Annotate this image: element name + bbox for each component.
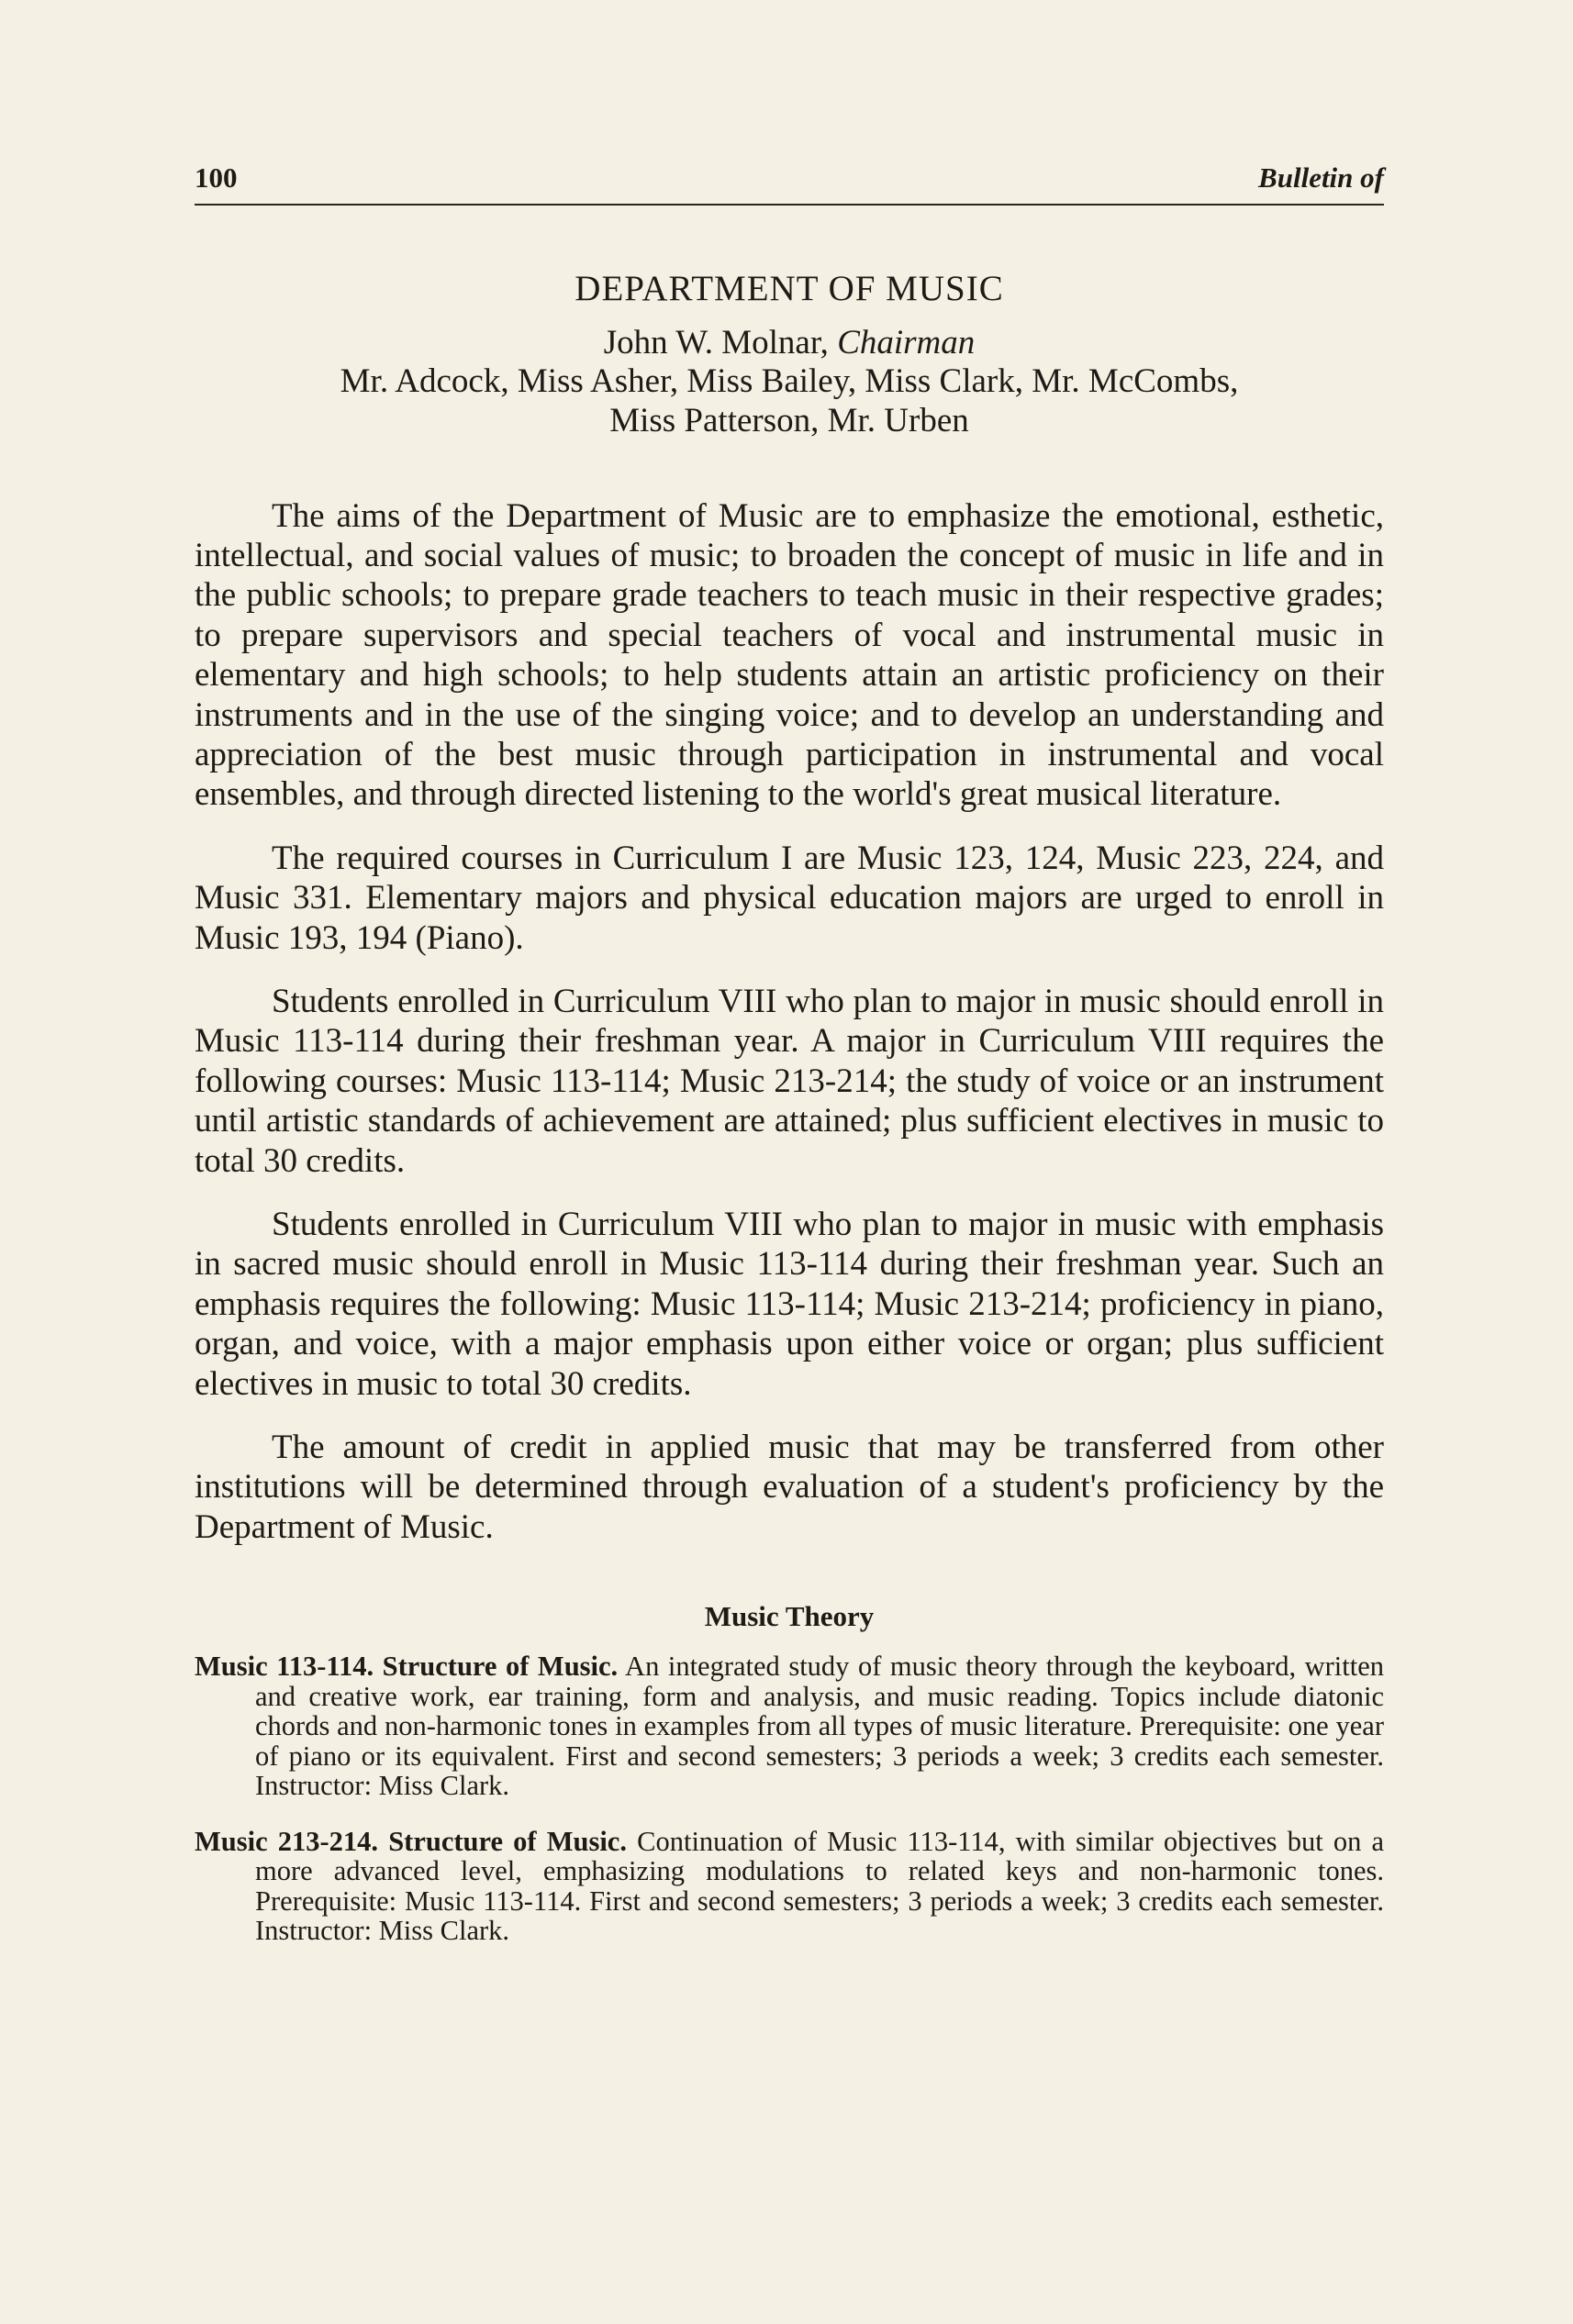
chairman-name: John W. Molnar,	[603, 323, 829, 361]
chairman-line	[195, 324, 1384, 363]
page-number: 100	[195, 161, 238, 194]
sacred-music-paragraph: Students enrolled in Curriculum VIII who plan to major in music with emphasis in sacred music should enroll in Music 113-114 during their freshman year. Such an emphasis requires the following: Music 113-114; Music 213-214; proficiency in piano, organ, and voice, with a major emphasis upon either voice or organ; plus sufficient electives in music to total 30 credits.	[195, 1206, 1384, 1403]
course-entry	[195, 1651, 1384, 1801]
bulletin-page	[195, 156, 1384, 2266]
course-description: Continuation of Music 113-114, with similar objectives but on a more advanced level, emphasizing modulations to related keys and non-harmonic tones. Prerequisite: Music 113-114. First and second semesters; 3 periods a week; 3 credits each semester. Instructor: Miss Clark.	[255, 1825, 1385, 1947]
music-theory-heading: Music Theory	[704, 1600, 875, 1633]
course-number: Music 113-114.	[195, 1651, 374, 1683]
curriculum-viii-paragraph: Students enrolled in Curriculum VIII who plan to major in music should enroll in Music 113-114 during their freshman year. A major in Curriculum VIII requires the following courses: Music 113-114; Music 213-214; the study of voice or an instrument until artistic standards of achievement are attained; plus sufficient electives in music to total 30 credits.	[195, 983, 1384, 1180]
faculty-line: Miss Patterson, Mr. Urben	[609, 401, 969, 439]
course-number: Music 213-214.	[195, 1825, 379, 1857]
course-title: Structure of Music.	[388, 1825, 627, 1857]
course-title: Structure of Music.	[382, 1651, 619, 1683]
course-entry	[195, 1827, 1384, 1946]
aims-paragraph: The aims of the Department of Music are to emphasize the emotional, esthetic, intellectual, and social values of music; to broaden the concept of music in life and in the public schools; to prepare grade teachers to teach music in their respective grades; to prepare supervisors and special teachers of vocal and instrumental music in elementary and high schools; to help students attain an artistic proficiency on their instruments and in the use of the singing voice; and to develop an understanding and appreciation of the best music through participation in instrumental and vocal ensembles, and through directed listening to the world's great musical literature.	[195, 496, 1384, 814]
faculty-line: Mr. Adcock, Miss Asher, Miss Bailey, Miss Clark, Mr. McCombs,	[340, 362, 1239, 401]
faculty-listing	[195, 324, 1384, 441]
chairman-title: Chairman	[837, 323, 976, 361]
transfer-credit-paragraph: The amount of credit in applied music that may be transferred from other institutions will be determined through evaluation of a student's proficiency by the Department of Music.	[195, 1429, 1384, 1546]
department-heading: DEPARTMENT OF MUSIC	[575, 269, 1004, 308]
course-description: An integrated study of music theory through the keyboard, written and creative work, ear training, form and analysis, and music reading. Topics include diatonic chords and non-harmonic tones in examples from all types of music literature. Prerequisite: one year of piano or its equivalent. First and second semesters; 3 periods a week; 3 credits each semester. Instructor: Miss Clark.	[255, 1651, 1385, 1802]
running-head	[195, 156, 1384, 207]
curriculum-i-paragraph: The required courses in Curriculum I are Music 123, 124, Music 223, 224, and Music 331. Elementary majors and physical education majors are urged to enroll in Music 193, 194 (Piano).	[195, 839, 1384, 957]
running-title: Bulletin of	[1258, 161, 1384, 194]
header-rule	[195, 204, 1384, 206]
